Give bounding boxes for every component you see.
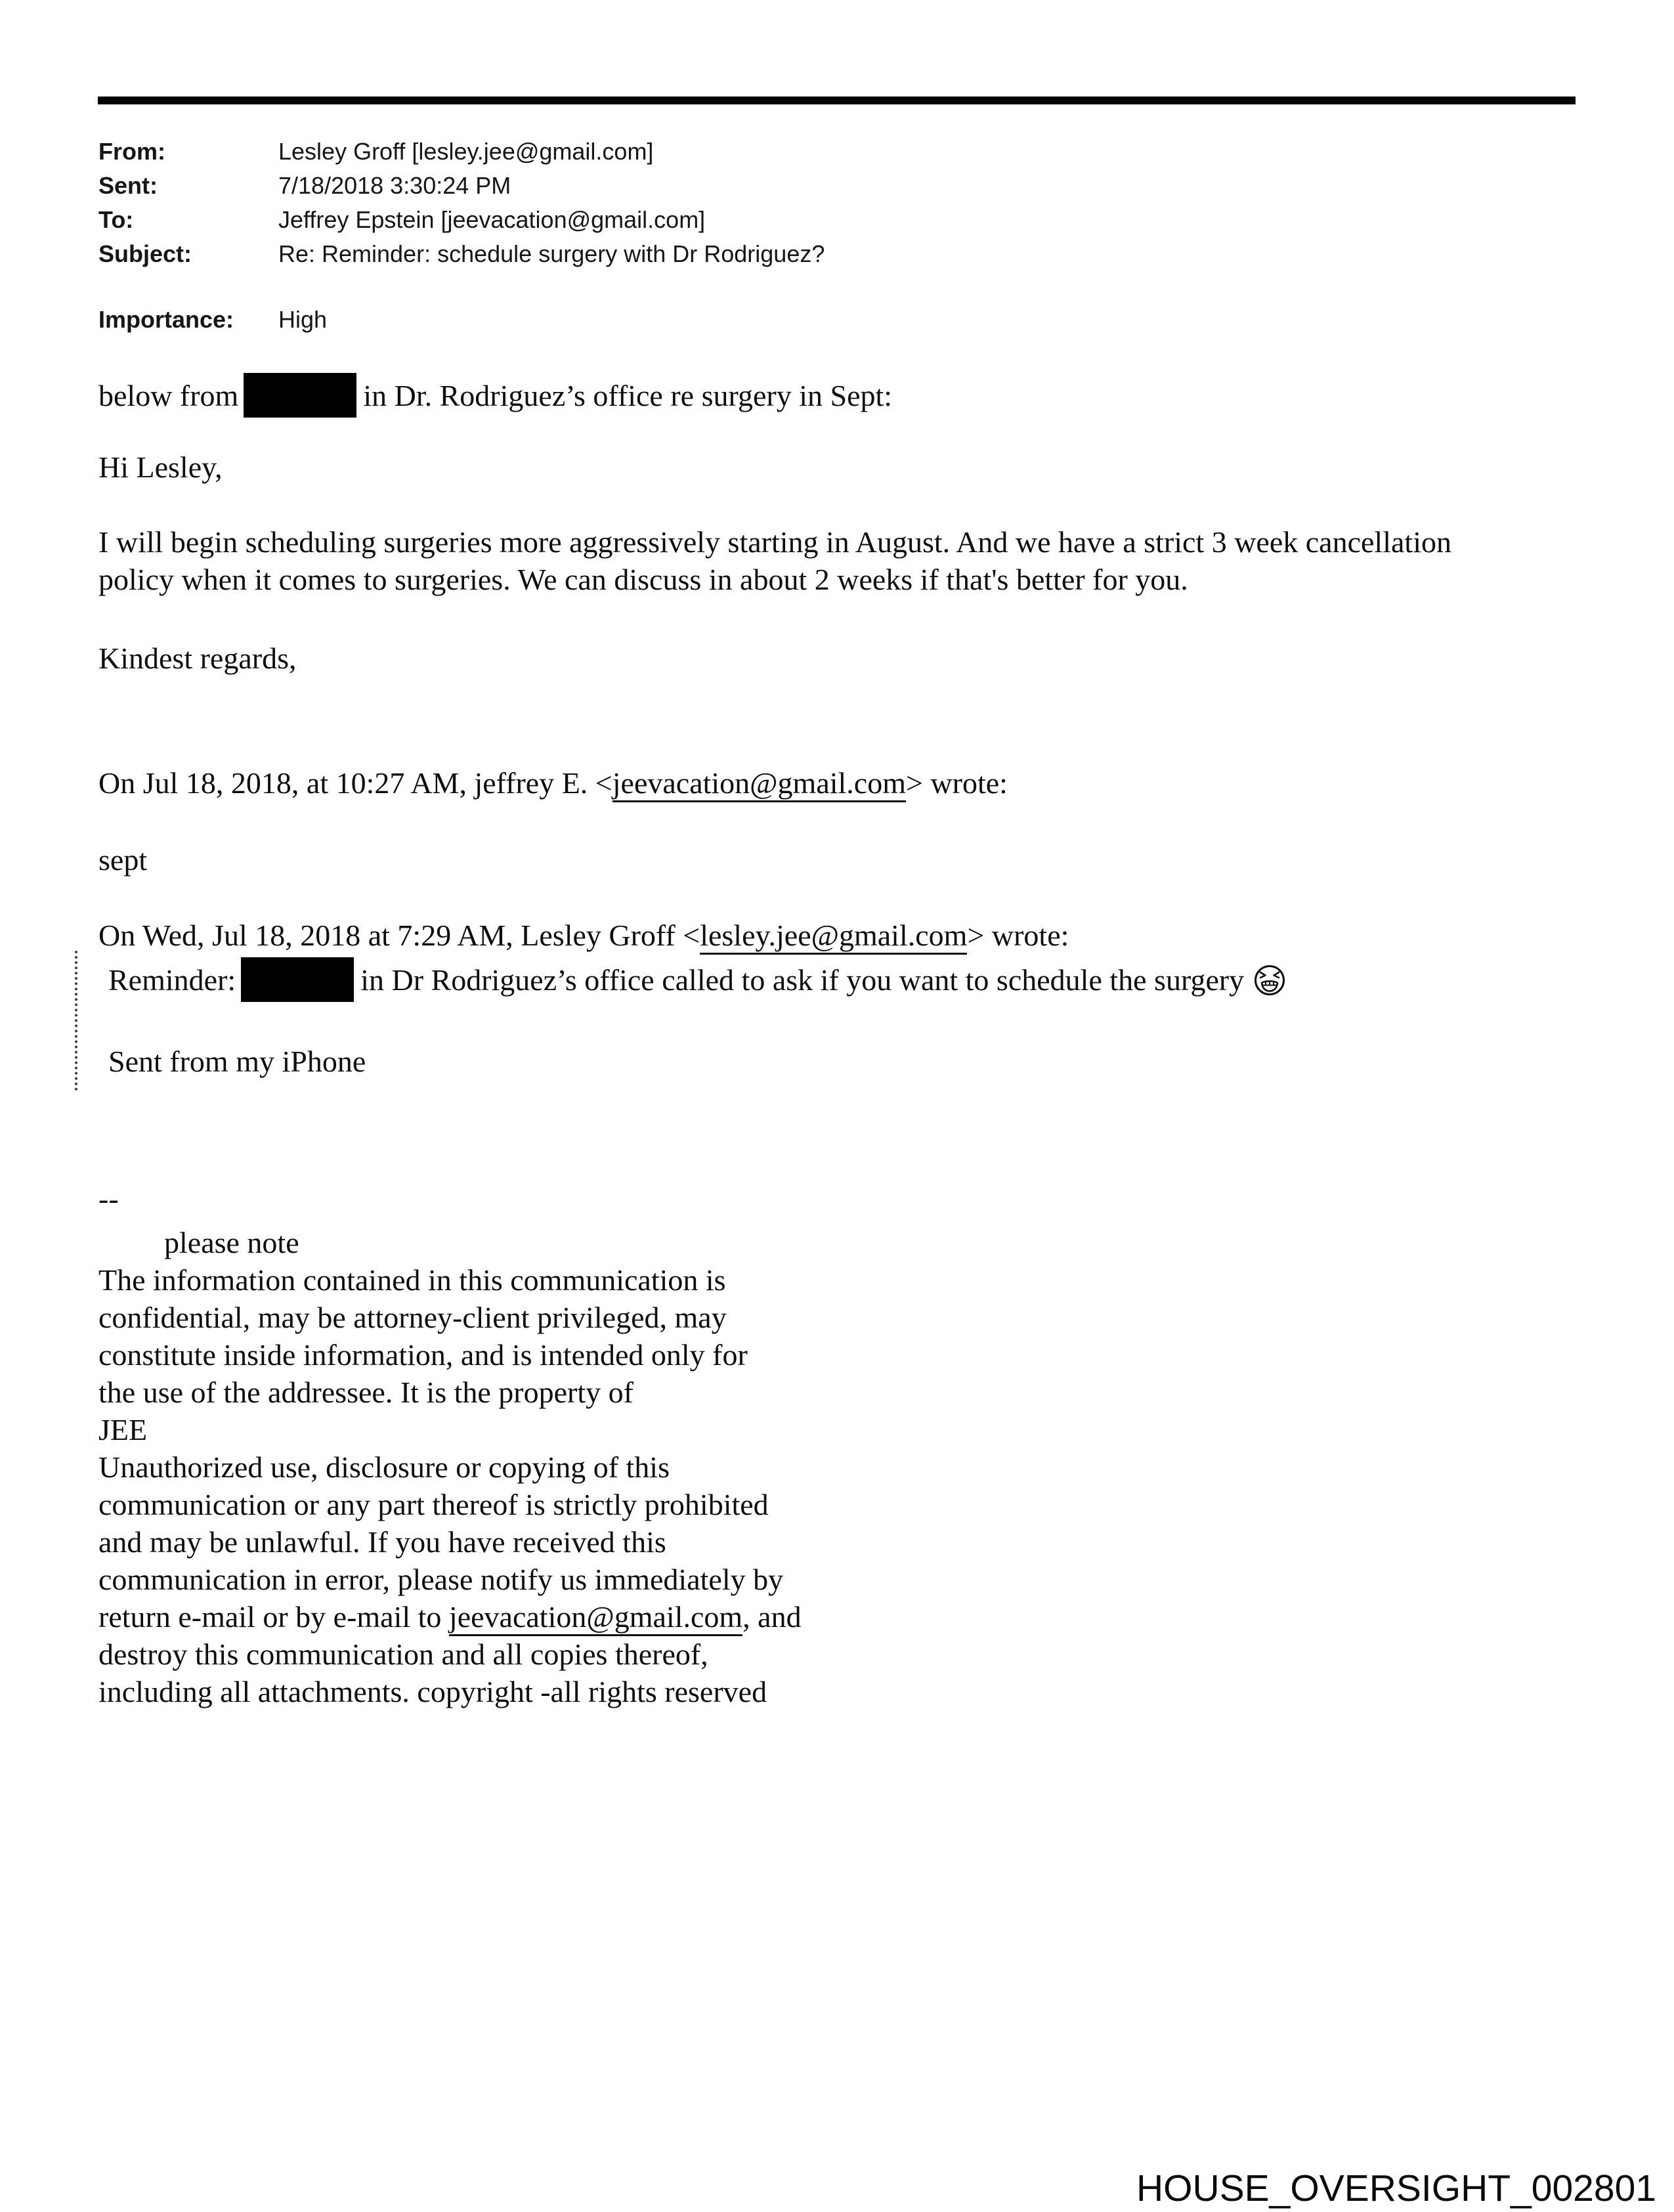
disclaimer-heading: please note <box>164 1226 299 1259</box>
quote2-email-link: lesley.jee@gmail.com <box>700 919 967 955</box>
quoted-message-block <box>75 951 1286 1091</box>
disclaimer-line: including all attachments. copyright -all rights reserved <box>98 1675 767 1708</box>
header-row-sent <box>98 169 825 203</box>
disclaimer-line: destroy this communication and all copies thereof, <box>98 1637 708 1671</box>
header-row-to <box>98 203 825 237</box>
disclaimer-line: constitute inside information, and is intended only for <box>98 1338 748 1372</box>
quote-blank-line <box>108 1002 1286 1043</box>
reminder-text-after: in Dr Rodriguez’s office called to ask if you want to schedule the surgery <box>360 963 1245 997</box>
email-header-block <box>98 135 825 337</box>
reminder-text-before: Reminder: <box>108 963 236 997</box>
reminder-line <box>108 957 1286 1002</box>
header-row-importance <box>98 303 825 337</box>
intro-line <box>98 373 892 418</box>
quote1-email-link: jeevacation@gmail.com <box>612 766 906 802</box>
disclaimer-line: communication or any part thereof is strictly prohibited <box>98 1488 769 1521</box>
to-label: To: <box>98 206 134 233</box>
disclaimer-line: the use of the addressee. It is the property of <box>98 1376 633 1409</box>
subject-value: Re: Reminder: schedule surgery with Dr Rodriguez? <box>278 240 825 267</box>
sent-label: Sent: <box>98 172 158 199</box>
redaction-box <box>244 373 356 418</box>
from-label: From: <box>98 138 165 165</box>
bates-stamp: HOUSE_OVERSIGHT_002801 <box>1136 2167 1656 2209</box>
from-value: Lesley Groff [lesley.jee@gmail.com] <box>278 138 654 165</box>
header-divider-rule <box>98 97 1576 104</box>
disclaimer-line: Unauthorized use, disclosure or copying of this <box>98 1450 670 1484</box>
distraught-face-emoji-icon <box>1253 964 1286 997</box>
disclaimer-line: communication in error, please notify us immediately by <box>98 1563 784 1596</box>
disclaimer-line: and may be unlawful. If you have received this <box>98 1525 666 1559</box>
paragraph-line-1: I will begin scheduling surgeries more aggressively starting in August. And we have a strict 3 week cancellation <box>98 525 1451 559</box>
disclaimer-line: confidential, may be attorney-client privileged, may <box>98 1301 727 1334</box>
disclaimer-link-line <box>98 1598 802 1636</box>
disclaimer-email-link: jeevacation@gmail.com <box>449 1600 742 1636</box>
disclaimer-line: The information contained in this communication is <box>98 1263 726 1297</box>
signoff-line: Kindest regards, <box>98 641 297 675</box>
body-paragraph <box>98 523 1451 598</box>
quote2-attribution-before: On Wed, Jul 18, 2018 at 7:29 AM, Lesley Groff < <box>98 919 700 952</box>
quote2-attribution-line <box>98 917 1069 954</box>
quote1-attribution-line <box>98 764 1008 802</box>
disclaimer-line: JEE <box>98 1413 148 1446</box>
importance-value: High <box>278 306 328 333</box>
intro-text-before: below from <box>98 379 239 412</box>
subject-label: Subject: <box>98 240 192 267</box>
disclaimer-link-after: , and <box>742 1600 802 1634</box>
disclaimer-link-before: return e-mail or by e-mail to <box>98 1600 449 1634</box>
quote1-attribution-before: On Jul 18, 2018, at 10:27 AM, jeffrey E. < <box>98 766 612 800</box>
sent-from-iphone-line: Sent from my iPhone <box>108 1045 366 1078</box>
header-row-subject <box>98 237 825 271</box>
signature-separator: -- <box>98 1182 119 1215</box>
redaction-box <box>241 957 354 1002</box>
quote1-text-line: sept <box>98 843 148 877</box>
sent-value: 7/18/2018 3:30:24 PM <box>278 172 511 199</box>
quote1-attribution-after: > wrote: <box>906 766 1008 800</box>
paragraph-line-2: policy when it comes to surgeries. We can discuss in about 2 weeks if that's better for you. <box>98 563 1188 596</box>
quote2-attribution-after: > wrote: <box>967 919 1069 952</box>
confidentiality-disclaimer <box>98 1224 802 1710</box>
importance-label: Importance: <box>98 306 234 333</box>
to-value: Jeffrey Epstein [jeevacation@gmail.com] <box>278 206 706 233</box>
header-row-from <box>98 135 825 169</box>
greeting-line: Hi Lesley, <box>98 450 223 484</box>
intro-text-after: in Dr. Rodriguez’s office re surgery in Sept: <box>363 379 893 412</box>
